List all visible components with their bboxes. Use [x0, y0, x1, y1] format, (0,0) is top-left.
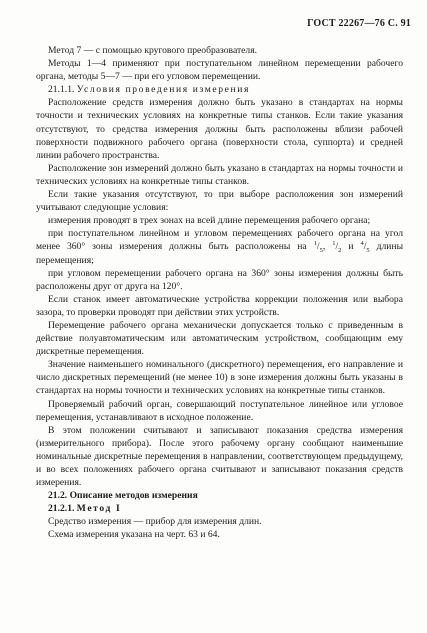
text-run: длины перемещения;: [36, 241, 404, 266]
fraction-numerator: 1: [332, 240, 336, 248]
paragraph: Методы 1—4 применяют при поступательном линейном перемещении рабочего органа, методы 5—7 — при его угловом перемещении.: [36, 58, 403, 83]
section-title: Метод I: [76, 503, 122, 515]
paragraph: Перемещение рабочего органа механически допускается только с приведенным в действие полуавтоматическим или автоматическим устройством, сообщающим ему дискретные перемещения.: [36, 319, 403, 358]
page-header: ГОСТ 22267—76 С. 91: [307, 18, 411, 29]
document-body: [36, 44, 403, 542]
paragraph-fractions: при поступательном линейном и угловом перемещениях рабочего органа на угол менее 360° зоны измерения должны быть расположены на $^1/_5$, $^1/_2$ и $^4/_5$ длины перемещения;: [36, 228, 404, 266]
text-run: ,: [322, 241, 333, 253]
fraction-numerator: 4: [360, 240, 364, 248]
paragraph: Средство измерения — прибор для измерения длин.: [48, 516, 262, 528]
paragraph: измерения проводят в трех зонах на всей длине перемещения рабочего органа;: [48, 215, 371, 227]
section-heading-21-2: 21.2. Описание методов измерения: [48, 490, 198, 502]
fraction-numerator: 1: [313, 240, 317, 248]
paragraph: Если такие указания отсутствуют, то при выборе расположения зон измерений учитывают следующие условия:: [36, 189, 403, 214]
fraction-denominator: 2: [338, 247, 342, 255]
paragraph: Расположение зон измерений должно быть указано в стандартах на нормы точности и технических условиях на конкретные типы станков.: [36, 162, 403, 187]
text-run: при поступательном линейном и угловом перемещениях рабочего органа на угол менее 360° зоны измерения должны быть расположены на: [36, 228, 403, 253]
paragraph: Метод 7 — с помощью кругового преобразователя.: [48, 45, 258, 56]
paragraph: при угловом перемещении рабочего органа на 360° зоны измерения должны быть расположены друг от друга на 120°.: [36, 267, 403, 292]
paragraph: В этом положении считывают и записывают показания средства измерения (измерительного прибора). После этого рабочему органу сообщают наименьшие номинальные дискретные перемещения в направлении, соответствующем предыдущему, и во всех положениях рабочего органа считывают и записывают показания средств измерения.: [36, 424, 403, 489]
text-run: и: [341, 241, 361, 253]
section-heading-21-1-1: [36, 83, 403, 96]
section-heading-21-2-1: [36, 502, 403, 515]
paragraph: Проверяемый рабочий орган, совершающий поступательное линейное или угловое перемещения, устанавливают в исходное положение.: [36, 398, 403, 423]
fraction-denominator: 5: [319, 247, 323, 255]
fraction-denominator: 5: [366, 247, 370, 255]
section-title: Условия проведения измерения: [76, 84, 250, 96]
paragraph: Схема измерения указана на черт. 63 и 64.: [48, 529, 220, 541]
paragraph: Значение наименьшего номинального (дискретного) перемещения, его направление и число дискретных перемещений (не менее 10) в зоне измерения должны быть указаны в стандартах на нормы точности и технических условиях на конкретные типы станков.: [36, 359, 403, 397]
section-number: 21.2.1.: [48, 503, 75, 515]
paragraph: Расположение средств измерения должно быть указано в стандартах на нормы точности и технических условиях на конкретные типы станков. Если такие указания отсутствуют, то средства измерения должны быть расположены вблизи рабочей поверхности подвижного рабочего органа (поверхности стола, суппорта) и средней линии рабочего пространства.: [36, 97, 403, 161]
paragraph: Если станок имеет автоматические устройства коррекции положения или выбора зазора, то проверки проводят при действии этих устройств.: [36, 293, 403, 318]
section-number: 21.1.1.: [48, 84, 75, 96]
